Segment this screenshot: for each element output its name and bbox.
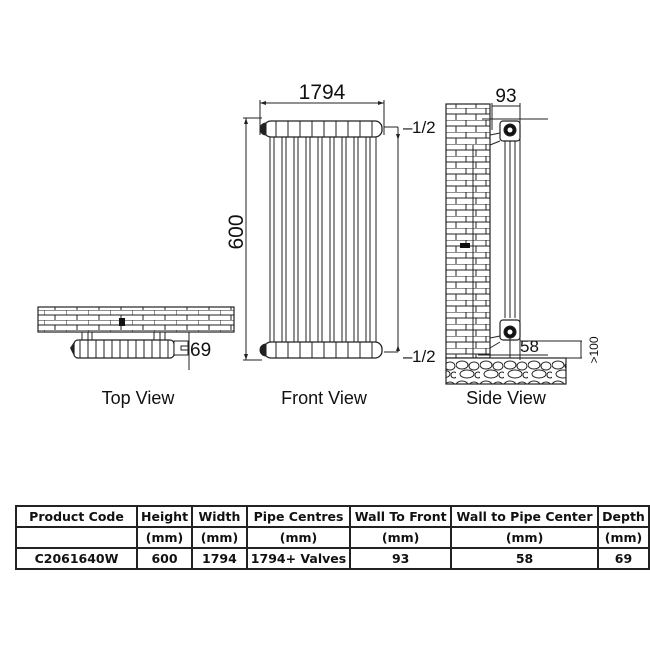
cell-depth: 69 (598, 548, 649, 569)
spec-table (15, 505, 650, 570)
front-top-connection-prefix: – (403, 118, 413, 137)
cell-product-code: C2061640W (16, 548, 137, 569)
side-view (446, 86, 601, 384)
unit-wall-to-front: (mm) (350, 527, 451, 548)
header-depth: Depth (598, 506, 649, 527)
header-wall-to-pipe-center: Wall to Pipe Center (451, 506, 598, 527)
side-wall-to-pipe-dim: 58 (520, 337, 539, 356)
header-pipe-centres: Pipe Centres (247, 506, 350, 527)
cell-wall-to-pipe-center: 58 (451, 548, 598, 569)
table-row (16, 548, 649, 569)
cell-width: 1794 (192, 548, 247, 569)
side-view-wall (446, 104, 490, 358)
top-view (38, 307, 234, 370)
front-width-dim: 1794 (298, 81, 346, 104)
unit-depth: (mm) (598, 527, 649, 548)
side-view-bracket (460, 243, 470, 248)
unit-wall-to-pipe-center: (mm) (451, 527, 598, 548)
side-view-label: Side View (466, 388, 546, 408)
top-view-bracket (119, 318, 125, 326)
front-view (225, 81, 436, 366)
side-wall-to-front-dim: 93 (495, 86, 517, 107)
header-width: Width (192, 506, 247, 527)
cell-wall-to-front: 93 (350, 548, 451, 569)
top-view-label: Top View (101, 388, 175, 408)
front-bottom-connection: 1/2 (412, 347, 436, 366)
unit-product-code (16, 527, 137, 548)
side-view-floor (446, 358, 566, 384)
unit-width: (mm) (192, 527, 247, 548)
top-depth-dim: 69 (190, 340, 212, 361)
side-floor-clearance-dim: >100 (587, 336, 601, 364)
top-view-radiator (70, 340, 188, 358)
front-view-radiator (260, 121, 382, 358)
front-bottom-connection-prefix: – (403, 347, 413, 366)
unit-height: (mm) (137, 527, 192, 548)
header-product-code: Product Code (16, 506, 137, 527)
front-top-connection: 1/2 (412, 118, 436, 137)
table-header-row (16, 506, 649, 527)
table-units-row (16, 527, 649, 548)
cell-pipe-centres: 1794+ Valves (247, 548, 350, 569)
header-height: Height (137, 506, 192, 527)
top-view-wall (38, 307, 234, 332)
side-view-radiator (490, 121, 520, 348)
front-height-dim: 600 (225, 214, 248, 250)
header-wall-to-front: Wall To Front (350, 506, 451, 527)
front-view-label: Front View (281, 388, 367, 408)
cell-height: 600 (137, 548, 192, 569)
unit-pipe-centres: (mm) (247, 527, 350, 548)
